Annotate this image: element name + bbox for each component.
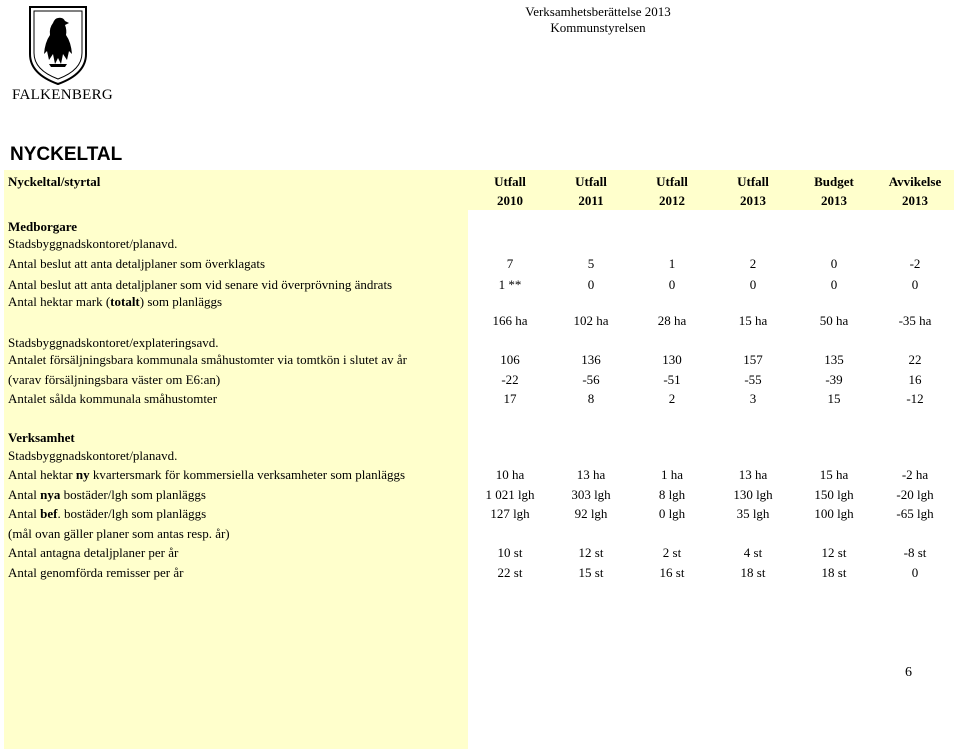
column-year: 2012 <box>659 193 685 208</box>
group-heading-medborgare: Medborgare <box>8 219 78 234</box>
cell: 35 lgh <box>736 506 770 521</box>
cell: -20 lgh <box>896 487 934 502</box>
section-title: NYCKELTAL <box>10 144 123 165</box>
table-row <box>4 370 954 390</box>
cell: 1 ** <box>498 277 522 292</box>
cell: 22 <box>908 352 922 367</box>
falcon-crest-icon <box>27 4 89 86</box>
cell: 130 <box>662 352 682 367</box>
cell: 0 <box>668 277 676 292</box>
cell: 3 <box>749 391 757 406</box>
cell: 15 <box>827 391 841 406</box>
cell: 12 st <box>578 545 604 560</box>
cell: -2 ha <box>901 467 929 482</box>
cell: 135 <box>824 352 844 367</box>
cell: -22 <box>501 372 519 387</box>
table-row <box>4 292 954 312</box>
table-note: (mål ovan gäller planer som antas resp. år) <box>8 526 230 541</box>
cell: 0 lgh <box>658 506 686 521</box>
cell: 303 lgh <box>571 487 611 502</box>
cell: 136 <box>581 352 601 367</box>
cell: -56 <box>582 372 600 387</box>
row-label: Antal beslut att anta detaljplaner som vid senare vid överprövning ändrats <box>8 277 393 292</box>
header-subtitle: Kommunstyrelsen <box>550 20 646 35</box>
row-label: Antal bef. bostäder/lgh som planläggs <box>8 506 207 521</box>
column-header-row <box>4 172 954 192</box>
cell: 10 st <box>497 545 523 560</box>
column-year: 2013 <box>740 193 766 208</box>
row-label: (varav försäljningsbara väster om E6:an) <box>8 372 221 387</box>
cell: 157 <box>743 352 763 367</box>
row-label: Antal hektar mark (totalt) som planläggs <box>8 294 223 309</box>
department-heading: Stadsbyggnadskontoret/planavd. <box>8 448 178 463</box>
column-header-label: Nyckeltal/styrtal <box>8 174 101 189</box>
table-row <box>4 389 954 409</box>
cell: 15 ha <box>819 467 849 482</box>
column-year: 2011 <box>578 193 604 208</box>
column-year-row <box>4 191 954 211</box>
cell: 0 <box>830 256 838 271</box>
column-header-utfall-2010: Utfall <box>494 174 526 189</box>
cell: -8 st <box>903 545 927 560</box>
table-row <box>4 465 954 485</box>
cell: 4 st <box>743 545 763 560</box>
cell: 16 st <box>659 565 685 580</box>
column-header-utfall-2013: Utfall <box>737 174 769 189</box>
table-row <box>4 254 954 274</box>
cell: 16 <box>908 372 922 387</box>
cell: -2 <box>909 256 921 271</box>
cell: 18 st <box>821 565 847 580</box>
cell: 0 <box>830 277 838 292</box>
page-number: 6 <box>905 665 912 680</box>
cell: 28 ha <box>657 313 687 328</box>
cell: 18 st <box>740 565 766 580</box>
column-year: 2013 <box>902 193 928 208</box>
cell: 0 <box>587 277 595 292</box>
cell: 8 lgh <box>658 487 686 502</box>
municipality-logo <box>12 4 114 110</box>
cell: 2 <box>749 256 757 271</box>
cell: 10 ha <box>495 467 525 482</box>
cell: 13 ha <box>738 467 768 482</box>
cell: -65 lgh <box>896 506 934 521</box>
cell: 15 ha <box>738 313 768 328</box>
cell: 22 st <box>497 565 523 580</box>
logo-text: FALKENBERG <box>12 87 114 103</box>
row-label: Antal antagna detaljplaner per år <box>8 545 179 560</box>
cell: 0 <box>911 565 919 580</box>
cell: 13 ha <box>576 467 606 482</box>
column-year: 2010 <box>497 193 523 208</box>
table-row <box>4 311 954 331</box>
column-header-utfall-2012: Utfall <box>656 174 688 189</box>
cell: 0 <box>749 277 757 292</box>
cell: 5 <box>587 256 595 271</box>
cell: -55 <box>744 372 762 387</box>
cell: 100 lgh <box>814 506 854 521</box>
table-row <box>4 504 954 524</box>
cell: 2 st <box>662 545 682 560</box>
document-header <box>420 4 776 36</box>
cell: 8 <box>587 391 595 406</box>
cell: 102 ha <box>573 313 609 328</box>
row-label: Antalet sålda kommunala småhustomter <box>8 391 218 406</box>
cell: 7 <box>506 256 514 271</box>
row-label: Antalet försäljningsbara kommunala småhustomter via tomtkön i slutet av år <box>8 352 407 367</box>
table-row <box>4 350 954 370</box>
cell: 50 ha <box>819 313 849 328</box>
cell: 15 st <box>578 565 604 580</box>
column-year: 2013 <box>821 193 847 208</box>
cell: 166 ha <box>492 313 528 328</box>
column-header-utfall-2011: Utfall <box>575 174 607 189</box>
group-heading-verksamhet: Verksamhet <box>8 430 75 445</box>
header-title: Verksamhetsberättelse 2013 <box>525 4 671 19</box>
row-label: Antal nya bostäder/lgh som planläggs <box>8 487 206 502</box>
cell: 150 lgh <box>814 487 854 502</box>
table-row <box>4 485 954 505</box>
table-row <box>4 563 954 583</box>
cell: -51 <box>663 372 681 387</box>
cell: 17 <box>503 391 517 406</box>
row-label: Antal genomförda remisser per år <box>8 565 184 580</box>
cell: 130 lgh <box>733 487 773 502</box>
row-label: Antal beslut att anta detaljplaner som överklagats <box>8 256 266 271</box>
cell: -39 <box>825 372 843 387</box>
cell: 92 lgh <box>574 506 608 521</box>
cell: 0 <box>911 277 919 292</box>
cell: 127 lgh <box>490 506 530 521</box>
cell: 1 ha <box>660 467 684 482</box>
cell: 2 <box>668 391 676 406</box>
cell: 106 <box>500 352 520 367</box>
row-label: Antal hektar ny kvartersmark för kommersiella verksamheter som planläggs <box>8 467 406 482</box>
cell: 1 021 lgh <box>485 487 535 502</box>
cell: -12 <box>906 391 924 406</box>
cell: 12 st <box>821 545 847 560</box>
column-header-budget-2013: Budget <box>814 174 854 189</box>
cell: -35 ha <box>898 313 932 328</box>
column-header-avvikelse-2013: Avvikelse <box>888 174 942 189</box>
table-row <box>4 543 954 563</box>
cell: 1 <box>668 256 676 271</box>
department-heading: Stadsbyggnadskontoret/explateringsavd. <box>8 335 219 350</box>
department-heading: Stadsbyggnadskontoret/planavd. <box>8 236 178 251</box>
